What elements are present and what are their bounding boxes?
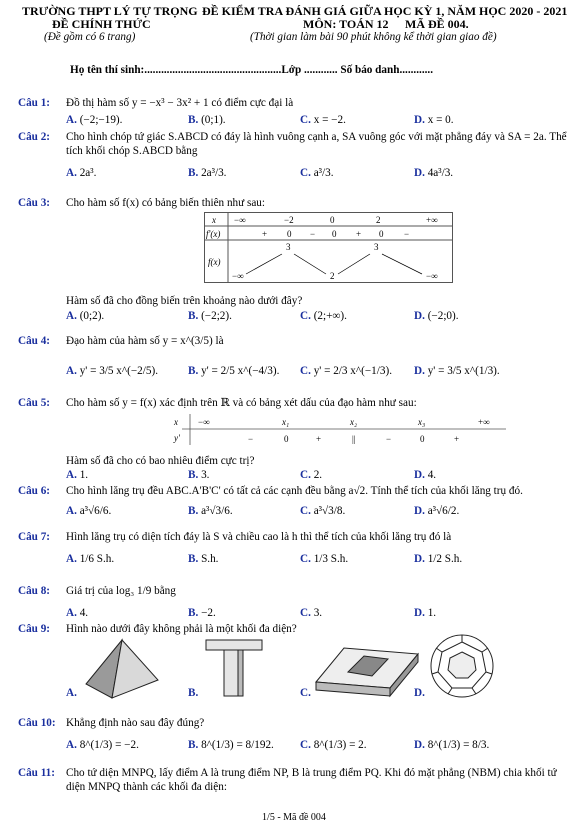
vt-sign: 0 (332, 229, 337, 239)
option-d: 8^(1/3) = 8/3. (427, 739, 490, 751)
option-letter: A. (66, 167, 77, 179)
sign-x: +∞ (478, 417, 490, 427)
option-d: 4. (427, 469, 437, 481)
sign-x-label: x (174, 417, 178, 427)
option-letter: A. (66, 687, 77, 699)
option-letter: D. (414, 469, 425, 481)
vt-x: 2 (376, 215, 381, 225)
question-text: Cho tứ diện MNPQ, lấy điểm A là trung điểm NP, B là trung điểm PQ. Khi đó mặt phẳng (NBM) chia khối tứ diện MNPQ thành các khối đa diện: (66, 767, 557, 793)
vt-sign: + (356, 229, 362, 239)
option-b: 2a³/3. (201, 167, 227, 179)
option-letter: A. (66, 553, 77, 565)
vt-arrow-down (294, 254, 326, 274)
option-letter: D. (414, 505, 425, 517)
question-text: Cho hàm số y = f(x) xác định trên ℝ và có bảng xét dấu của đạo hàm như sau: (66, 397, 417, 409)
variation-table (204, 212, 454, 284)
option-b: S.h. (201, 553, 219, 565)
sign-val: + (454, 434, 460, 444)
question-text: Đạo hàm của hàm số y = x^(3/5) là (66, 335, 224, 347)
option-letter: A. (66, 469, 77, 481)
option-c: 1/3 S.h. (313, 553, 349, 565)
question-text: Giá trị của log₃ 1/9 bằng (66, 585, 176, 597)
option-letter: C. (300, 114, 311, 126)
option-b: (0;1). (201, 114, 226, 126)
option-a: 1. (79, 469, 89, 481)
vt-arrow-down (382, 254, 422, 274)
t-shape-figure (204, 638, 268, 700)
option-letter: A. (66, 505, 77, 517)
option-c: 2. (313, 469, 323, 481)
vt-arrow-up (246, 254, 282, 274)
option-d: 1. (427, 607, 437, 619)
vt-sign: + (262, 229, 268, 239)
option-b: 8^(1/3) = 8/192. (201, 739, 274, 751)
option-letter: C. (300, 607, 311, 619)
option-letter: C. (300, 739, 311, 751)
option-letter: D. (414, 114, 425, 126)
option-letter: B. (188, 739, 199, 751)
question-text: Cho hình chóp tứ giác S.ABCD có đáy là hình vuông cạnh a, SA vuông góc với mặt phẳng đáy và SA = 2a. Thể tích khối chóp S.ABCD bằng (66, 131, 567, 157)
option-c: 8^(1/3) = 2. (313, 739, 367, 751)
option-d: 4a³/3. (427, 167, 454, 179)
exam-title: ĐỀ KIỂM TRA ĐÁNH GIÁ GIỮA HỌC KỲ 1, NĂM HỌC 2020 - 2021 (202, 4, 568, 18)
vt-x-label: x (212, 215, 216, 225)
option-letter: A. (66, 114, 77, 126)
vt-x: +∞ (426, 215, 438, 225)
option-letter: C. (300, 365, 311, 377)
option-d: 1/2 S.h. (427, 553, 463, 565)
sign-val: 0 (420, 434, 425, 444)
sign-val: 0 (284, 434, 289, 444)
option-c: 3. (313, 607, 323, 619)
option-letter: B. (188, 505, 199, 517)
option-b: 3. (201, 469, 210, 481)
prism-with-hole-figure (314, 642, 420, 698)
question-label: Câu 8: (18, 585, 51, 597)
exam-code: MÃ ĐỀ 004. (405, 17, 469, 31)
question-text: Đồ thị hàm số y = −x³ − 3x² + 1 có điểm cực đại là (66, 97, 294, 109)
option-letter: A. (66, 365, 77, 377)
sign-val: || (352, 434, 356, 444)
question-text: Cho hình lăng trụ đều ABC.A'B'C' có tất cả các cạnh đều bằng a√2. Tính thể tích của khối lăng trụ đó. (66, 485, 523, 497)
option-d: y' = 3/5 x^(1/3). (427, 365, 500, 377)
option-c: a³/3. (313, 167, 334, 179)
page-count: (Đề gồm có 6 trang) (44, 31, 136, 43)
vt-x: 0 (330, 215, 335, 225)
option-letter: A. (66, 607, 77, 619)
option-letter: D. (414, 607, 425, 619)
option-b: −2. (201, 607, 216, 619)
option-letter: B. (188, 167, 199, 179)
sign-yp-label: y' (174, 433, 180, 443)
sign-x: x₁ (282, 417, 290, 427)
option-letter: C. (300, 167, 311, 179)
option-c: y' = 2/3 x^(−1/3). (313, 365, 392, 377)
vt-f-val: −∞ (232, 271, 244, 281)
question-label: Câu 5: (18, 397, 51, 409)
school-name: TRƯỜNG THPT LÝ TỰ TRỌNG (22, 4, 198, 18)
polyhedron-ball-figure (428, 632, 496, 700)
option-letter: D. (414, 365, 425, 377)
option-a: (0;2). (79, 310, 105, 322)
question-text: Cho hàm số f(x) có bảng biến thiên như sau: (66, 197, 266, 209)
question-label: Câu 11: (18, 767, 55, 779)
question-text: Khẳng định nào sau đây đúng? (66, 717, 205, 729)
sign-val: − (386, 434, 392, 444)
question-label: Câu 3: (18, 197, 51, 209)
option-c: x = −2. (313, 114, 346, 126)
vt-f-val: 3 (374, 242, 379, 252)
question-label: Câu 10: (18, 717, 56, 729)
vt-sign: − (404, 229, 410, 239)
option-letter: C. (300, 310, 311, 322)
vt-sign: 0 (287, 229, 292, 239)
official-label: ĐỀ CHÍNH THỨC (52, 17, 151, 31)
option-a: a³√6/6. (79, 505, 112, 517)
vt-f-val: −∞ (426, 271, 438, 281)
time-note: (Thời gian làm bài 90 phút không kể thời gian giao đề) (250, 31, 497, 43)
option-letter: A. (66, 739, 77, 751)
option-d: x = 0. (427, 114, 454, 126)
option-d: a³√6/2. (427, 505, 460, 517)
option-letter: C. (300, 687, 311, 699)
question-label: Câu 4: (18, 335, 51, 347)
option-letter: B. (188, 553, 199, 565)
sign-x: x₃ (418, 417, 426, 427)
question-label: Câu 9: (18, 623, 51, 635)
option-b: y' = 2/5 x^(−4/3). (201, 365, 280, 377)
sign-table (168, 414, 508, 446)
vt-f-label: f(x) (208, 257, 221, 267)
option-d: (−2;0). (427, 310, 459, 322)
sign-x: x₂ (350, 417, 358, 427)
vt-sign: 0 (379, 229, 384, 239)
option-letter: C. (300, 553, 311, 565)
option-b: a³√3/6. (201, 505, 233, 517)
option-a: 1/6 S.h. (79, 553, 115, 565)
option-a: (−2;−19). (79, 114, 123, 126)
option-letter: D. (414, 310, 425, 322)
question-label: Câu 1: (18, 97, 51, 109)
option-b: (−2;2). (201, 310, 232, 322)
vt-f-val: 3 (286, 242, 291, 252)
option-c: (2;+∞). (313, 310, 347, 322)
option-a: y' = 3/5 x^(−2/5). (79, 365, 158, 377)
pyramid-figure (82, 638, 162, 700)
option-letter: C. (300, 505, 311, 517)
vt-arrow-up (338, 254, 370, 274)
option-letter: D. (414, 739, 425, 751)
question-label: Câu 6: (18, 485, 51, 497)
option-letter: B. (188, 114, 199, 126)
option-letter: B. (188, 469, 199, 481)
option-letter: C. (300, 469, 311, 481)
option-letter: B. (188, 365, 199, 377)
student-info-line: Họ tên thí sinh:.................................................Lớp ............ Số báo danh............ (70, 64, 434, 76)
option-a: 8^(1/3) = −2. (79, 739, 139, 751)
option-letter: D. (414, 687, 425, 699)
question-followup: Hàm số đã cho đồng biến trên khoảng nào dưới đây? (66, 295, 303, 307)
page-footer: 1/5 - Mã đề 004 (262, 812, 326, 823)
sign-val: − (248, 434, 254, 444)
sign-val: + (316, 434, 322, 444)
question-label: Câu 7: (18, 531, 51, 543)
option-a: 4. (79, 607, 89, 619)
option-letter: A. (66, 310, 77, 322)
option-a: 2a³. (79, 167, 97, 179)
option-letter: B. (188, 310, 199, 322)
vt-fp-label: f'(x) (206, 229, 221, 239)
option-letter: D. (414, 167, 425, 179)
option-letter: B. (188, 607, 199, 619)
vt-sign: − (310, 229, 316, 239)
option-letter: B. (188, 687, 199, 699)
question-followup: Hàm số đã cho có bao nhiêu điểm cực trị? (66, 455, 255, 467)
option-c: a³√3/8. (313, 505, 346, 517)
sign-x: −∞ (198, 417, 210, 427)
question-label: Câu 2: (18, 131, 51, 143)
question-text: Hình lăng trụ có diện tích đáy là S và chiều cao là h thì thể tích của khối lăng trụ đó là (66, 531, 452, 543)
option-letter: D. (414, 553, 425, 565)
vt-x: −∞ (234, 215, 246, 225)
question-text: Hình nào dưới đây không phải là một khối đa diện? (66, 623, 297, 635)
subject-label: MÔN: TOÁN 12 (303, 17, 389, 31)
vt-f-val: 2 (330, 271, 335, 281)
vt-x: −2 (284, 215, 294, 225)
